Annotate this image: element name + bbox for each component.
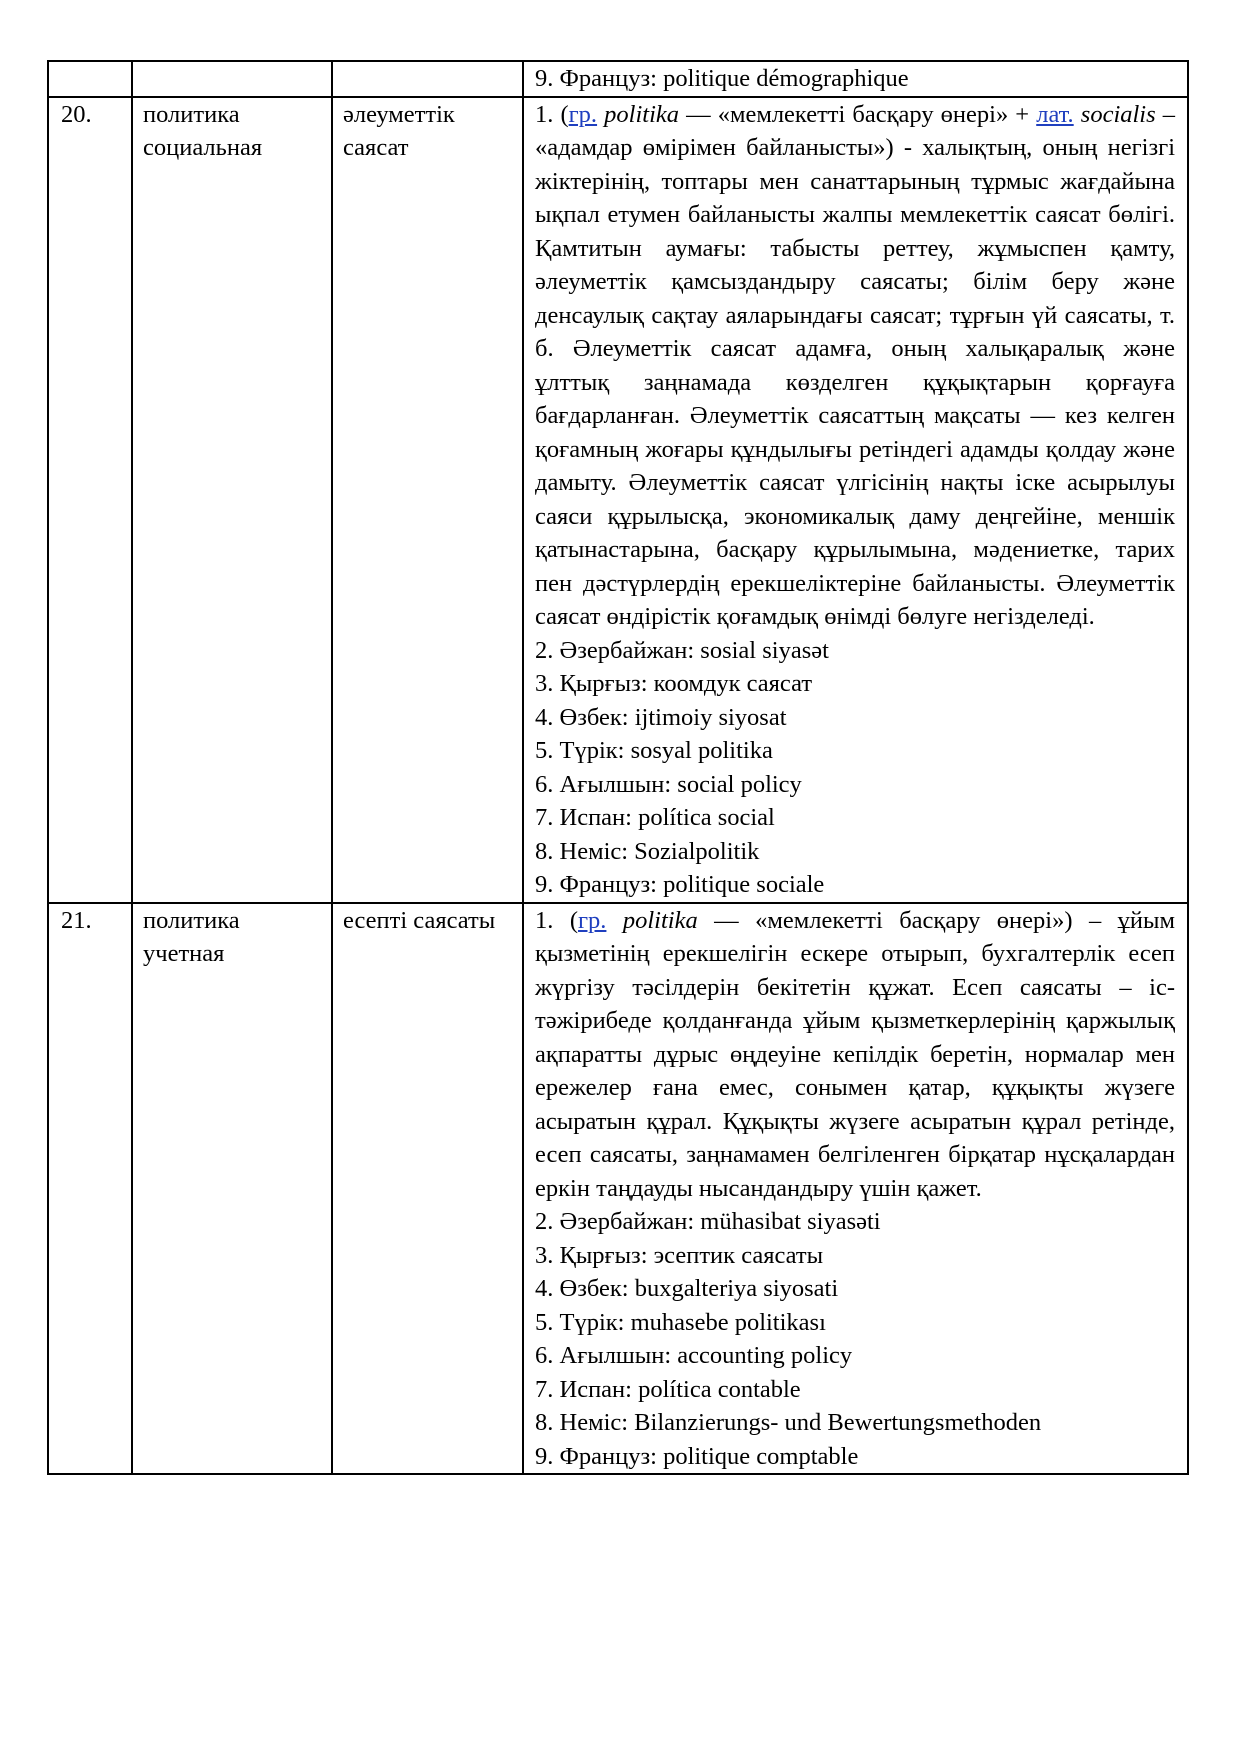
translation-line: 5. Түрік: muhasebe politikası <box>535 1308 826 1336</box>
translation-line: 3. Қырғыз: эсептик саясаты <box>535 1241 824 1269</box>
glossary-table <box>47 60 1189 1475</box>
definition-body: — «мемлекетті басқару өнері») – ұйым қызметінің ерекшелігін ескере отырып, бухгалтерлік есеп жүргізу тәсілдерін бекітетін құжат. Есеп саясаты – іс-тәжірибеде қолданғанда ұйым қызметкерлерінің қаржылық ақпаратты дұрыс өңдеуіне кепілдік беретін, нормалар мен ережелер ғана емес, сонымен қатар, құқықты жүзеге асыратын құрал. Құқықты жүзеге асыратын құрал ретінде, есеп саясаты, заңнамамен белгіленген бірқатар нұсқалардан еркін таңдауды нысандандыру үшін қажет. <box>535 906 1175 1202</box>
translation-line: 9. Француз: politique comptable <box>535 1442 859 1470</box>
table-row <box>48 97 1188 903</box>
translation-line: 2. Әзербайжан: mühasibat siyasəti <box>535 1208 881 1235</box>
translation-line: 4. Өзбек: buxgalteriya siyosati <box>535 1275 839 1302</box>
translation-line: 7. Испан: política social <box>535 804 775 831</box>
translation-line: 9. Француз: politique sociale <box>535 871 825 898</box>
definition-text: 1. (гр. politika — «мемлекетті басқару өнері») – ұйым қызметінің ерекшелігін ескере отырып, бухгалтерлік есеп жүргізу тәсілдерін бекітетін құжат. Есеп саясаты – іс-тәжірибеде қолданғанда ұйым қызметкерлерінің қаржылық ақпаратты дұрыс өңдеуіне кепілдік беретін, нормалар мен ережелер ғана емес, сонымен қатар, құқықты жүзеге асыратын құрал. Құқықты жүзеге асыратын құрал ретінде, есеп саясаты, заңнамамен белгіленген бірқатар нұсқалардан еркін таңдауды нысандандыру үшін қажет. <box>535 906 1175 1202</box>
definition-cell <box>523 61 1188 97</box>
translation-line: 8. Неміс: Bilanzierungs- und Bewertungsmethoden <box>535 1409 1042 1436</box>
translation-line: 9. Француз: politique démographique <box>535 65 909 92</box>
entry-number <box>48 61 132 97</box>
etymology-term: socialis <box>1080 100 1156 128</box>
etymology-term: politika <box>604 100 680 128</box>
kazakh-term: есепті саясаты <box>332 903 523 1475</box>
translation-line: 6. Ағылшын: accounting policy <box>535 1342 853 1369</box>
definition-cell <box>523 97 1188 903</box>
table-row <box>48 61 1188 97</box>
definition-text: 1. (гр. politika — «мемлекетті басқару өнері» + лат. socialis – «адамдар өмірімен байланысты») - халықтың, оның негізгі жіктерінің, топтары мен санаттарының тұрмыс жағдайына ықпал етумен байланысты жалпы мемлекеттік саясат бөлігі. Қамтитын аумағы: табысты реттеу, жұмыспен қамту, әлеуметтік қамсыздандыру саясаты; білім беру және денсаулық сақтау аяларындағы саясат; тұрғын үй саясаты, т. б. Әлеуметтік саясат адамға, оның халықаралық және ұлттық заңнамада көзделген құқықтарын қорғауға бағдарланған. Әлеуметтік саясаттың мақсаты — кез келген қоғамның жоғары құндылығы ретіндегі адамды қолдау және дамыту. Әлеуметтік саясат үлгісінің нақты іске асырылуы саяси құрылысқа, экономикалық даму деңгейіне, меншік қатынастарына, басқару құрылымына, мәдениетке, тарих пен дәстүрлердің ерекшеліктеріне байланысты. Әлеуметтік саясат өндірістік қоғамдық өнімді бөлуге негізделеді. <box>535 100 1175 630</box>
etymology-term: politika <box>622 906 698 934</box>
translation-line: 2. Әзербайжан: sosial siyasət <box>535 636 829 664</box>
translation-line: 6. Ағылшын: social policy <box>535 770 802 798</box>
definition-number: 1. <box>535 100 554 128</box>
table-row <box>48 903 1188 1475</box>
greek-ref-link[interactable]: гр. <box>568 100 598 128</box>
definition-cell <box>523 903 1188 1475</box>
translation-line: 8. Неміс: Sozialpolitik <box>535 837 760 865</box>
entry-number: 20. <box>48 97 132 903</box>
kazakh-term: әлеуметтік саясат <box>332 97 523 903</box>
translation-line: 4. Өзбек: ijtimoiy siyosat <box>535 703 787 731</box>
translation-line: 7. Испан: política contable <box>535 1375 801 1403</box>
latin-ref-link[interactable]: лат. <box>1036 100 1074 128</box>
russian-term: политика социальная <box>132 97 332 903</box>
etymology-gloss: — «мемлекетті басқару өнері» + <box>679 100 1037 128</box>
kazakh-term <box>332 61 523 97</box>
entry-number: 21. <box>48 903 132 1475</box>
russian-term <box>132 61 332 97</box>
definition-body: – «адамдар өмірімен байланысты») - халықтың, оның негізгі жіктерінің, топтары мен санаттарының тұрмыс жағдайына ықпал етумен байланысты жалпы мемлекеттік саясат бөлігі. Қамтитын аумағы: табысты реттеу, жұмыспен қамту, әлеуметтік қамсыздандыру саясаты; білім беру және денсаулық сақтау аяларындағы саясат; тұрғын үй саясаты, т. б. Әлеуметтік саясат адамға, оның халықаралық және ұлттық заңнамада көзделген құқықтарын қорғауға бағдарланған. Әлеуметтік саясаттың мақсаты — кез келген қоғамның жоғары құндылығы ретіндегі адамды қолдау және дамыту. Әлеуметтік саясат үлгісінің нақты іске асырылуы саяси құрылысқа, экономикалық даму деңгейіне, меншік қатынастарына, басқару құрылымына, мәдениетке, тарих пен дәстүрлердің ерекшеліктеріне байланысты. Әлеуметтік саясат өндірістік қоғамдық өнімді бөлуге негізделеді. <box>535 100 1175 630</box>
translation-line: 5. Түрік: sosyal politika <box>535 737 773 764</box>
definition-number: 1. <box>535 906 554 934</box>
translation-line: 3. Қырғыз: коомдук саясат <box>535 670 813 697</box>
greek-ref-link[interactable]: гр. <box>577 906 607 934</box>
russian-term: политика учетная <box>132 903 332 1475</box>
